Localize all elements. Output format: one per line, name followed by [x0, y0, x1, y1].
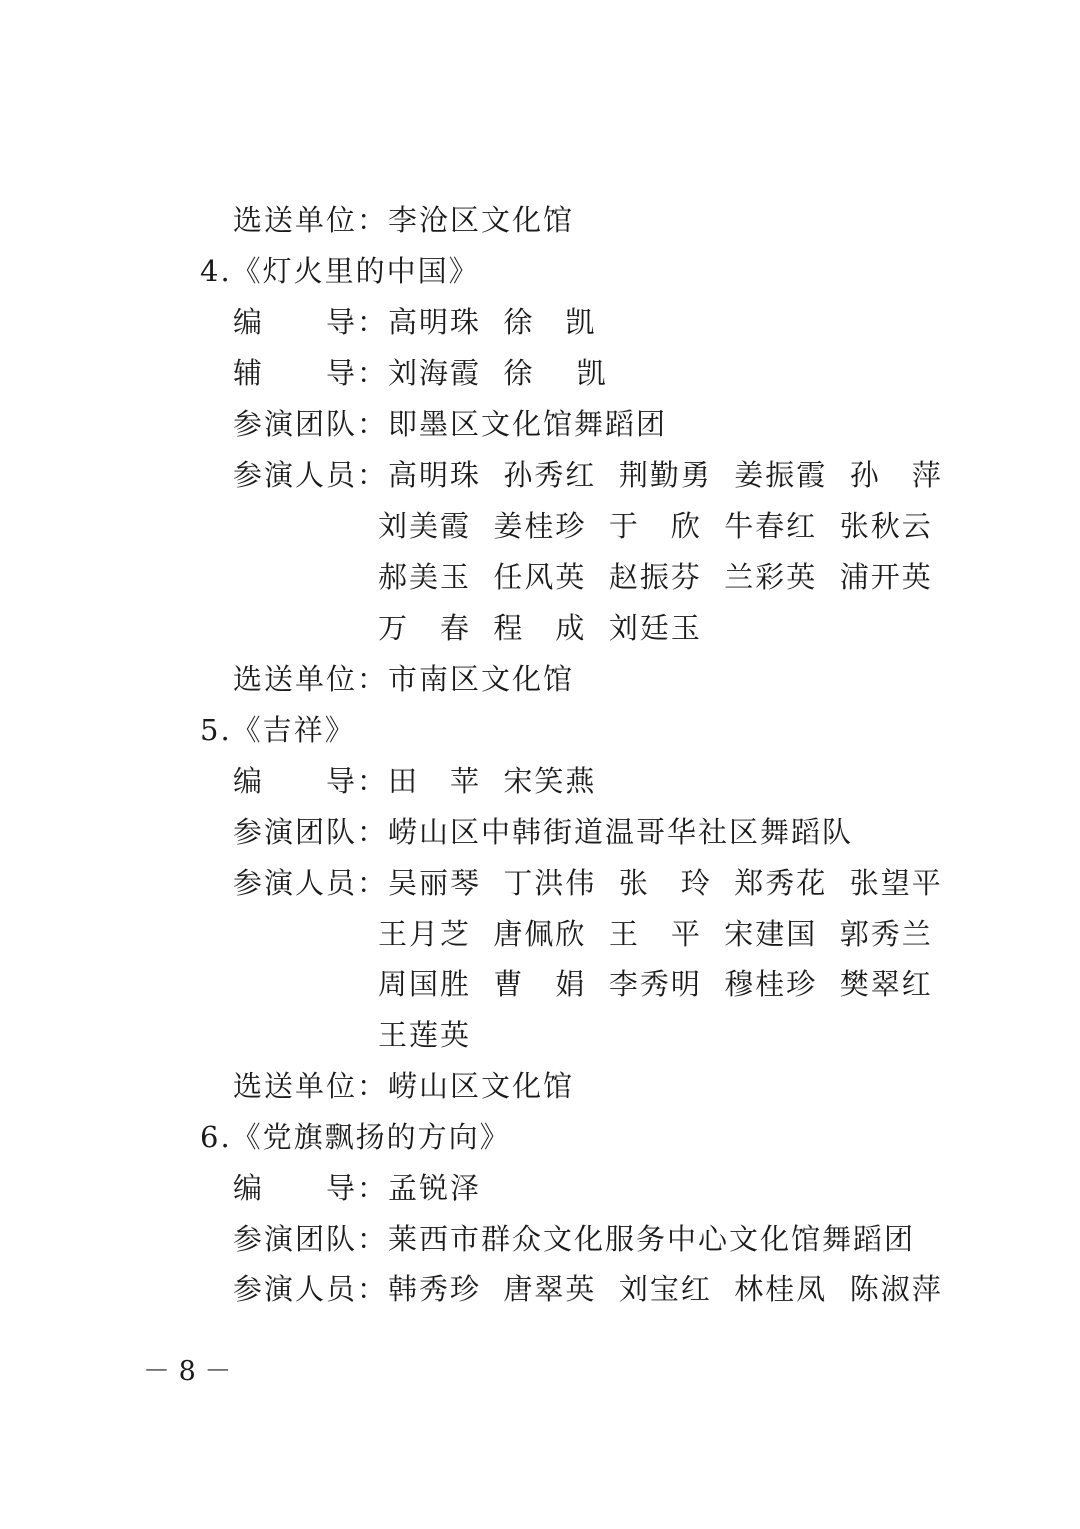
performers-line: 参演人员：高明珠 孙秀红 荆勤勇 姜振霞 孙 萍	[233, 458, 943, 492]
performing-team-line: 参演团队：莱西市群众文化服务中心文化馆舞蹈团	[233, 1222, 916, 1256]
submitting-unit-line: 选送单位：崂山区文化馆	[233, 1069, 575, 1103]
performing-team-line: 参演团队：即墨区文化馆舞蹈团	[233, 407, 668, 441]
choreographer-line: 编 导：高明珠 徐 凯	[233, 305, 597, 339]
program-title-4: 4.《灯火里的中国》	[200, 254, 480, 288]
performers-continuation: 王莲英	[378, 1018, 472, 1052]
assistant-director-line: 辅 导：刘海霞 徐 凯	[233, 356, 608, 390]
program-title-5: 5.《吉祥》	[200, 713, 356, 747]
program-title-6: 6.《党旗飘扬的方向》	[200, 1120, 511, 1154]
performers-continuation: 王月芝 唐佩欣 王 平 宋建国 郭秀兰	[378, 917, 933, 951]
performers-line: 参演人员：吴丽琴 丁洪伟 张 玲 郑秀花 张望平	[233, 866, 943, 900]
performers-continuation: 刘美霞 姜桂珍 于 欣 牛春红 张秋云	[378, 509, 933, 543]
performing-team-line: 参演团队：崂山区中韩街道温哥华社区舞蹈队	[233, 815, 854, 849]
performers-continuation: 万 春 程 成 刘廷玉	[378, 611, 702, 645]
submitting-unit-line: 选送单位：市南区文化馆	[233, 662, 575, 696]
performers-continuation: 郝美玉 任风英 赵振芬 兰彩英 浦开英	[378, 560, 933, 594]
page-number: － 8 －	[143, 1356, 232, 1387]
submitting-unit-line: 选送单位：李沧区文化馆	[233, 203, 575, 237]
choreographer-line: 编 导：田 苹 宋笑燕	[233, 764, 597, 798]
performers-line: 参演人员：韩秀珍 唐翠英 刘宝红 林桂凤 陈淑萍	[233, 1272, 943, 1306]
performers-continuation: 周国胜 曹 娟 李秀明 穆桂珍 樊翠红	[378, 967, 933, 1001]
choreographer-line: 编 导：孟锐泽	[233, 1171, 482, 1205]
